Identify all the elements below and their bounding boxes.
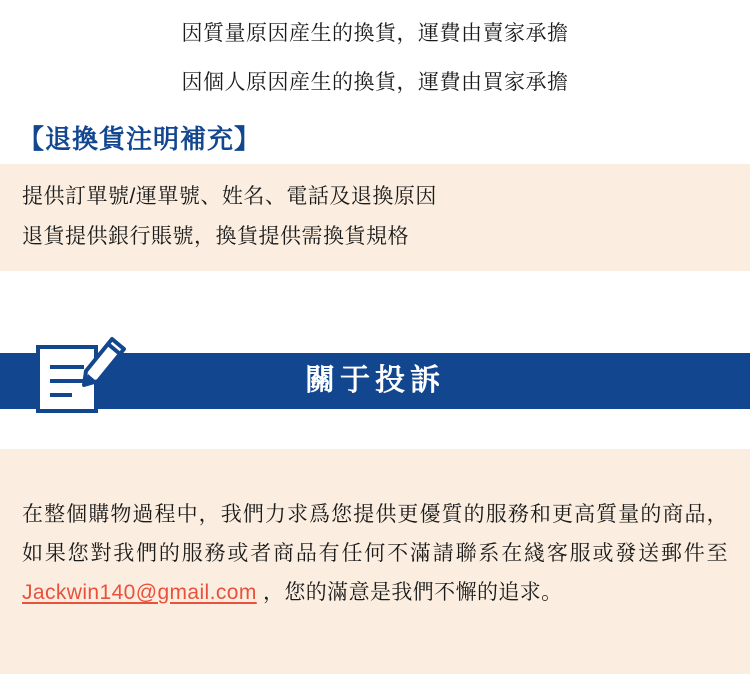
contact-email[interactable]: Jackwin140@gmail.com [22,580,257,604]
return-note-heading: 【退換貨注明補充】 [18,124,262,155]
return-policy-lines [0,0,750,99]
complaint-paragraph [22,496,728,613]
complaint-text-before-email: 在整個購物過程中，我們力求爲您提供更優質的服務和更高質量的商品，如果您對我們的服務或者商品有任何不滿請聯系在綫客服或發送郵件至 [22,503,728,566]
note-line: 退貨提供銀行賬號，換貨提供需換貨規格 [22,224,409,248]
note-line: 提供訂單號/運單號、姓名、電話及退換原因 [22,185,437,209]
complaint-text-after-email: ，您的滿意是我們不懈的追求。 [256,580,563,604]
policy-line: 因個人原因産生的換貨，運費由買家承擔 [181,70,569,94]
complaint-text-block [0,449,750,674]
banner-title: 關于投訴 [305,364,445,398]
return-note-block [0,164,750,271]
policy-line: 因質量原因産生的換貨，運費由賣家承擔 [181,22,569,45]
complaint-banner [0,309,750,427]
